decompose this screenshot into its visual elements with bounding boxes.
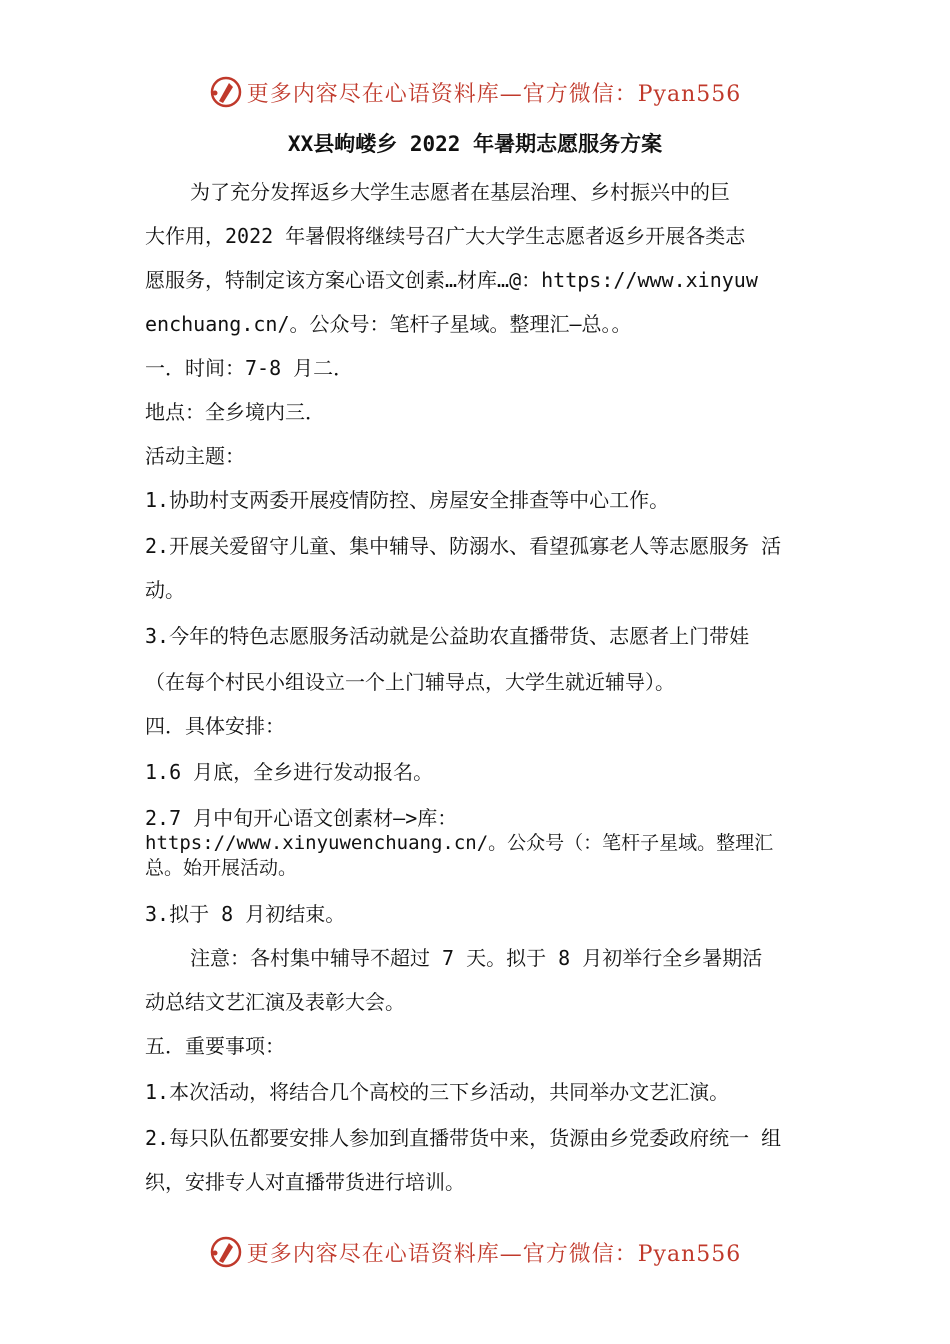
section-heading: 五．重要事项： [145, 1034, 285, 1058]
paragraph-line: 愿服务，特制定该方案心语文创素…材库…@：https://www.xinyuw [145, 268, 758, 292]
banner-text: 更多内容尽在心语资料库—官方微信：Pyan556 [246, 81, 742, 107]
list-item: https://www.xinyuwenchuang.cn/。公众号（：笔杆子星域。整理汇 [145, 832, 774, 854]
paragraph-line: 地点：全乡境内三． [145, 400, 325, 424]
paragraph-line: 大作用，2022 年暑假将继续号召广大大学生志愿者返乡开展各类志 [145, 224, 746, 248]
section-heading: 一．时间：7-8 月二． [145, 356, 354, 380]
header-banner [0, 72, 950, 112]
note-line: 动总结文艺汇演及表彰大会。 [145, 990, 405, 1014]
list-item: 总。始开展活动。 [145, 857, 298, 879]
list-item: 2.7 月中旬开心语文创素材—>库： [145, 806, 458, 830]
list-item: 3.拟于 8 月初结束。 [145, 902, 346, 926]
banner-text: 更多内容尽在心语资料库—官方微信：Pyan556 [246, 1241, 742, 1267]
list-item: 2.开展关爱留守儿童、集中辅导、防溺水、看望孤寡老人等志愿服务 活 [145, 534, 782, 558]
section-heading: 四．具体安排： [145, 714, 285, 738]
list-item: 1.6 月底，全乡进行发动报名。 [145, 760, 434, 784]
footer-banner [0, 1232, 950, 1272]
paragraph-line: 为了充分发挥返乡大学生志愿者在基层治理、乡村振兴中的巨 [190, 180, 730, 204]
list-item: 1.本次活动，将结合几个高校的三下乡活动，共同举办文艺汇演。 [145, 1080, 730, 1104]
list-item: 2.每只队伍都要安排人参加到直播带货中来，货源由乡党委政府统一 组 [145, 1126, 782, 1150]
paragraph-line: enchuang.cn/。公众号：笔杆子星域。整理汇—总。。 [145, 312, 632, 336]
list-item: （在每个村民小组设立一个上门辅导点，大学生就近辅导）。 [145, 670, 675, 694]
pen-nib-logo-icon [209, 75, 243, 109]
list-item: 织，安排专人对直播带货进行培训。 [145, 1170, 465, 1194]
list-item: 3.今年的特色志愿服务活动就是公益助农直播带货、志愿者上门带娃 [145, 624, 750, 648]
note-line: 注意：各村集中辅导不超过 7 天。拟于 8 月初举行全乡暑期活 [190, 946, 763, 970]
list-item: 1.协助村支两委开展疫情防控、房屋安全排查等中心工作。 [145, 488, 670, 512]
document-title: XX县岣嵝乡 2022 年暑期志愿服务方案 [287, 132, 663, 156]
paragraph-line: 活动主题： [145, 444, 245, 468]
pen-nib-logo-icon [209, 1235, 243, 1269]
list-item: 动。 [145, 578, 185, 602]
